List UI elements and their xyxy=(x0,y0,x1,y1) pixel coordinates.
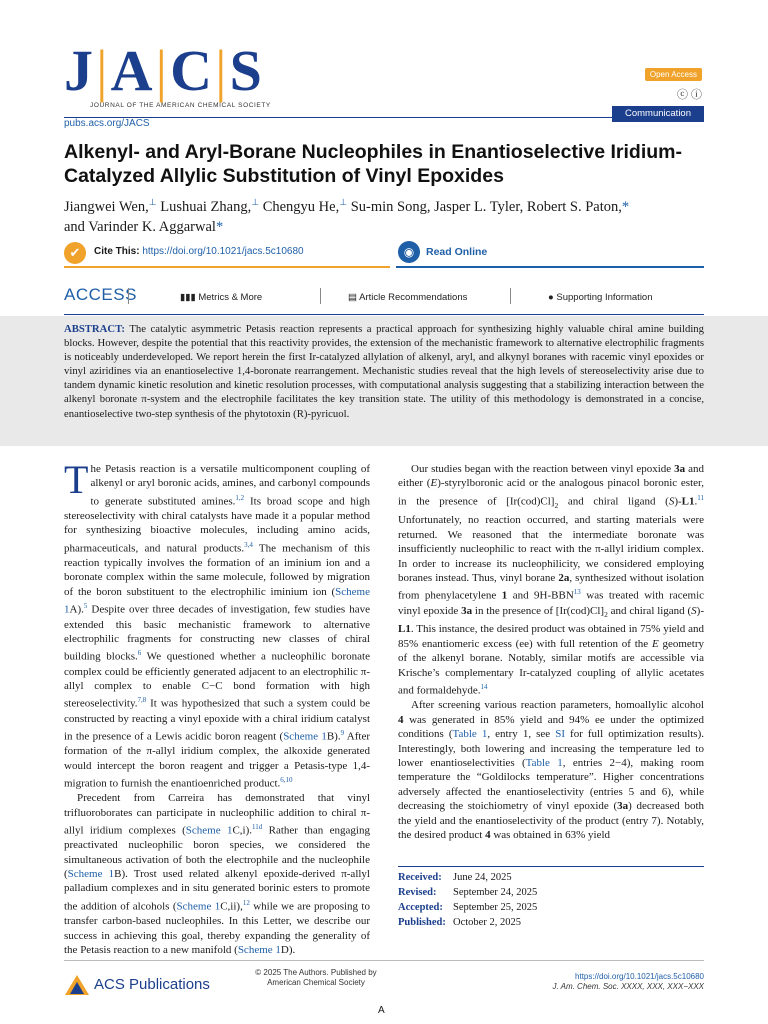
publication-dates xyxy=(398,870,704,930)
bar-chart-icon: ▮▮▮ xyxy=(180,292,196,303)
table-link[interactable]: Table 1 xyxy=(452,728,488,741)
paragraph: Precedent from Carreira has demonstrated that vinyl trifluoroborates can participate in nucleophilic addition to chiral π-allyl iridium complexes (Scheme 1C,i).$^{11d}$ Rather than engaging preactivated nucleophilic boron species, we considered the simultaneous activation of both the electrophile and the nucleophile (Scheme 1B). Trost used related alkenyl epoxide-derived π-allyl palladium complexes and in situ generated borinic esters to promote the addition of alcohols (Scheme 1C,ii),$^{12}$ while we are proposing to transfer carbon-based nucleophiles. In this Letter, we describe our success in achieving this goal, thereby expanding the generality of the Petasis reaction to a new manifold (Scheme 1D). xyxy=(64,792,370,956)
si-link[interactable]: SI xyxy=(555,728,565,741)
article-type-tag: Communication xyxy=(612,106,704,122)
ref-link[interactable]: 11 xyxy=(697,493,704,502)
date-row: Received: June 24, 2025 xyxy=(398,872,512,883)
journal-subtitle: JOURNAL OF THE AMERICAN CHEMICAL SOCIETY xyxy=(90,102,271,109)
author[interactable]: Chengyu He, xyxy=(262,198,340,215)
author[interactable]: Lushuai Zhang, xyxy=(160,198,252,215)
cite-row xyxy=(64,240,704,266)
date-row: Published: October 2, 2025 xyxy=(398,917,521,928)
abstract-text: The catalytic asymmetric Petasis reaction represents a practical approach for synthesizing highly valuable chiral amine building blocks. However, despite the potential that this reactivity provides, the extension of the mechanistic framework to alternative electrophilic fragments is noticeably underdeveloped. We report herein the first Ir-catalyzed allylation of alkenyl, aryl, and alkynyl boranes with racemic vinyl epoxides or vinyl aziridines via an enantioselective 1,4-boronate rearrangement. Mechanistic studies reveal that the high levels of stereoselectivity arise due to tandem dynamic kinetic resolution and kinetic resolution processes, with computational analysis suggesting that a stabilizing interaction between the alkenyl boronate π-system and the electrophile facilitates the key transition state. The utility of this methodology is demonstrated in a concise, enantioselective two-step synthesis of the phytotoxin (R)-pyricuol. xyxy=(64,323,704,420)
supporting-info-button[interactable]: ● Supporting Information xyxy=(548,292,653,303)
equal-contribution-mark: ⊥ xyxy=(148,197,157,207)
read-online-link[interactable]: Read Online xyxy=(426,246,488,258)
date-row: Accepted: September 25, 2025 xyxy=(398,902,538,913)
paragraph: After screening various reaction parameters, homoallylic alcohol 4 was generated in 85% yield and 94% ee under the optimized conditions (Table 1, entry 1, see SI for full optimization results). Interestingly, both lowering and increasing the temperature led to lower enantioselectivities (Table 1, entries 2−4), making room temperature the “Goldilocks temperature”. Higher concentrations adversely affected the enantioselectivity (entries 5 and 6), while decreasing the stoichiometry of vinyl epoxide (3a) decreased both the yield and the enantioselectivity of the product (entry 7). Notably, the desired product 4 was obtained in 63% yield xyxy=(398,699,705,842)
dates-divider xyxy=(398,866,704,867)
corresponding-author-mark[interactable]: * xyxy=(621,198,630,215)
jacs-logo: J|A|C|S xyxy=(64,38,263,103)
ref-link[interactable]: 12 xyxy=(242,898,250,907)
footer-doi-link[interactable]: https://doi.org/10.1021/jacs.5c10680 xyxy=(575,972,704,981)
ref-link[interactable]: 3,4 xyxy=(244,540,253,549)
scheme-link[interactable]: Scheme 1 xyxy=(67,868,115,881)
drop-cap: T xyxy=(64,457,89,502)
ref-link[interactable]: 7,8 xyxy=(137,696,147,705)
page-number: A xyxy=(378,1005,385,1016)
body-column-left xyxy=(64,457,370,957)
table-link[interactable]: Table 1 xyxy=(525,756,563,769)
paragraph: The Petasis reaction is a versatile multicomponent coupling of alkenyl or aryl boronic acids, amines, and carbonyl compounds to generate substituted amines.$^{1,2}$ Its broad scope and high stereoselectivity with chiral catalysts have made it a popular method for synthesizing bioactive molecules, including amino acids, pharmaceuticals, and natural products.$^{3,4}$ The mechanism of this reaction typically involves the formation of an iminium ion and a boronate complex within the same molecule, followed by migration of the boron substituent to the electrophilic iminium ion (Scheme 1A).$^5$ Despite over three decades of investigation, few studies have extended this basic mechanistic framework to alternative electrophilic fragments for constructing new classes of chiral building blocks.$^6$ We questioned whether a nucleophilic boronate complex could be efficiently generated adjacent to an electrophilic π-allyl complex to enable C−C bond formation with high stereoselectivity.$^{7,8}$ It was hypothesized that such a system could be constructed by reacting a vinyl epoxide with a chiral iridium catalyst in the presence of a Lewis acidic boron reagent (Scheme 1B).$^9$ After formation of the π-allyl iridium complex, the alkoxide generated would intercept the boron reagent and trigger a Petasis-type 1,4-migration to furnish the enantioenriched product.$^{6,10}$ xyxy=(64,457,370,790)
scheme-link[interactable]: Scheme 1 xyxy=(185,824,233,837)
read-online-underline xyxy=(396,266,704,268)
access-divider xyxy=(320,288,321,304)
ref-link[interactable]: 14 xyxy=(480,683,488,692)
body-column-right xyxy=(398,462,704,843)
paragraph: Our studies began with the reaction between vinyl epoxide 3a and either (E)-styrylboronic acid or the analogous pinacol boronic ester, in the presence of $[Ir(cod)Cl]_2$ and chiral ligand (S)-L1.11 Unfortunately, no reaction occurred, and starting materials were returned. We reasoned that the intermediate boronate was insufficiently nucleophilic to react with the π-allyl iridium complex. In order to increase its nucleophilicity, we considered employing boranes instead. Thus, vinyl borane 2a, synthesized without isolation from phenylacetylene 1 and 9H-BBN$^{13}$ was treated with racemic vinyl epoxide 3a in the presence of $[Ir(cod)Cl]_2$ and chiral ligand (S)-L1. This instance, the desired product was obtained in 75% yield and 85% enantiomeric excess (ee) with full retention of the E geometry of the alkenyl borane. Notably, similar motifs are accessible via Krische’s complementary Ir-catalyzed coupling of allylic acetates and formaldehyde.$^{14}$ xyxy=(398,463,705,697)
equal-contribution-mark: ⊥ xyxy=(251,197,260,207)
access-label: ACCESS xyxy=(64,285,137,304)
author[interactable]: Su-min Song, Jasper L. Tyler, Robert S. Paton, xyxy=(350,198,622,215)
ref-link[interactable]: 6 xyxy=(137,649,142,658)
journal-masthead xyxy=(64,38,704,129)
acs-triangle-icon xyxy=(64,974,90,996)
author[interactable]: Jiangwei Wen, xyxy=(64,198,149,215)
equal-contribution-mark: ⊥ xyxy=(339,197,348,207)
abstract xyxy=(64,322,704,421)
cite-underline xyxy=(64,266,390,268)
access-bar xyxy=(64,284,704,310)
open-access-badge: Open Access xyxy=(645,68,702,81)
header-divider xyxy=(64,117,612,118)
footer-divider xyxy=(64,960,704,961)
document-icon: ▤ xyxy=(348,292,357,303)
creative-commons-icon: ⓒ ⓘ xyxy=(676,89,702,101)
doi-link[interactable]: https://doi.org/10.1021/jacs.5c10680 xyxy=(142,246,304,257)
globe-icon[interactable]: ◉ xyxy=(398,241,420,263)
si-icon: ● xyxy=(548,292,554,303)
author-list xyxy=(64,192,714,237)
scheme-link[interactable]: Scheme 1 xyxy=(283,730,327,743)
ref-link[interactable]: 5 xyxy=(83,602,88,611)
scheme-link[interactable]: Scheme 1 xyxy=(64,585,370,617)
scheme-link[interactable]: Scheme 1 xyxy=(176,900,221,913)
ref-link[interactable]: 11d xyxy=(252,823,263,832)
cite-label: Cite This: xyxy=(94,246,140,257)
date-row: Revised: September 24, 2025 xyxy=(398,887,538,898)
access-divider-line xyxy=(64,314,704,315)
copyright-notice: © 2025 The Authors. Published by American Chemical Society xyxy=(255,968,377,987)
ref-link[interactable]: 9 xyxy=(340,728,345,737)
acs-publications-logo[interactable]: ACS Publications xyxy=(64,974,210,996)
cite-this xyxy=(94,246,304,257)
ref-link[interactable]: 6,10 xyxy=(280,776,293,784)
metrics-button[interactable]: ▮▮▮ Metrics & More xyxy=(180,292,263,303)
pubs-url-link[interactable]: pubs.acs.org/JACS xyxy=(64,118,150,129)
corresponding-author-mark[interactable]: * xyxy=(215,218,224,235)
article-title: Alkenyl- and Aryl-Borane Nucleophiles in Enantioselective Iridium-Catalyzed Allylic Substitution of Vinyl Epoxides xyxy=(64,141,683,187)
access-divider xyxy=(510,288,511,304)
ref-link[interactable]: 1,2 xyxy=(235,493,245,502)
access-divider xyxy=(128,288,129,304)
checkmark-icon: ✔ xyxy=(64,242,86,264)
recommendations-button[interactable]: ▤ Article Recommendations xyxy=(348,292,468,303)
author[interactable]: and Varinder K. Aggarwal xyxy=(64,218,216,235)
ref-link[interactable]: 13 xyxy=(573,588,581,597)
scheme-link[interactable]: Scheme 1 xyxy=(237,943,281,956)
footer-citation: https://doi.org/10.1021/jacs.5c10680 J. Am. Chem. Soc. XXXX, XXX, XXX−XXX xyxy=(552,972,704,991)
abstract-label: ABSTRACT: xyxy=(64,323,125,335)
